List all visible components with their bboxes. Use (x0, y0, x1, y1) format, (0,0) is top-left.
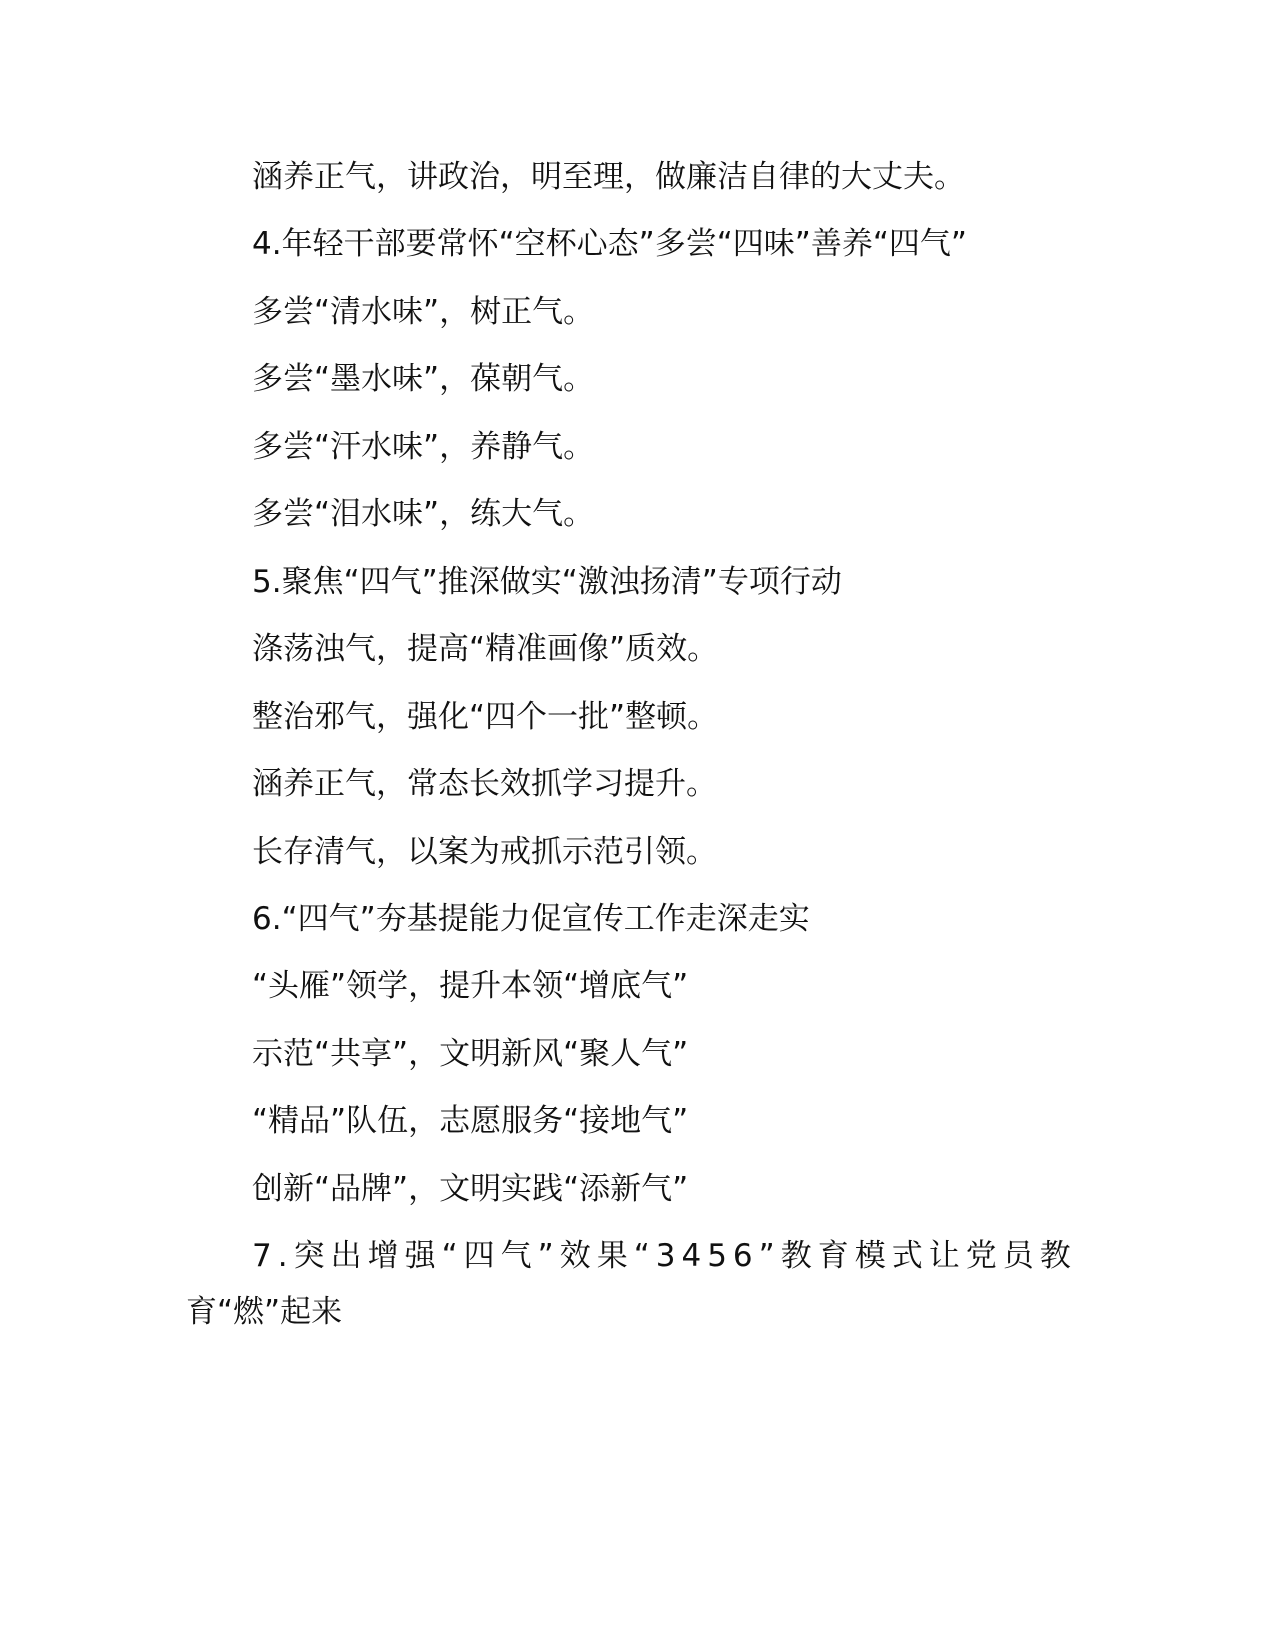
text-line-15: “精品”队伍，志愿服务“接地气” (252, 1103, 689, 1139)
text-line-11: 长存清气，以案为戒抓示范引领。 (252, 834, 717, 870)
text-line-1: 涵养正气，讲政治，明至理，做廉洁自律的大丈夫。 (252, 159, 965, 195)
text-line-16: 创新“品牌”，文明实践“添新气” (252, 1171, 689, 1207)
text-line-6: 多尝“泪水味”，练大气。 (252, 496, 595, 532)
text-line-5: 多尝“汗水味”，养静气。 (252, 429, 595, 465)
text-line-13: “头雁”领学，提升本领“增底气” (252, 968, 689, 1004)
text-line-14: 示范“共享”，文明新风“聚人气” (252, 1036, 689, 1072)
heading-5: 5.聚焦“四气”推深做实“激浊扬清”专项行动 (252, 564, 842, 600)
text-line-8: 涤荡浊气，提高“精准画像”质效。 (252, 631, 719, 667)
heading-4: 4.年轻干部要常怀“空杯心态”多尝“四味”善养“四气” (252, 226, 967, 262)
text-line-9: 整治邪气，强化“四个一批”整顿。 (252, 699, 719, 735)
heading-7: 7.突出增强“四气”效果“3456”教育模式让党员教 (252, 1238, 1077, 1274)
text-line-4: 多尝“墨水味”，葆朝气。 (252, 361, 595, 397)
text-line-3: 多尝“清水味”，树正气。 (252, 294, 595, 330)
heading-7-continuation: 育“燃”起来 (186, 1294, 343, 1330)
heading-6: 6.“四气”夯基提能力促宣传工作走深走实 (252, 901, 810, 937)
text-line-10: 涵养正气，常态长效抓学习提升。 (252, 766, 717, 802)
